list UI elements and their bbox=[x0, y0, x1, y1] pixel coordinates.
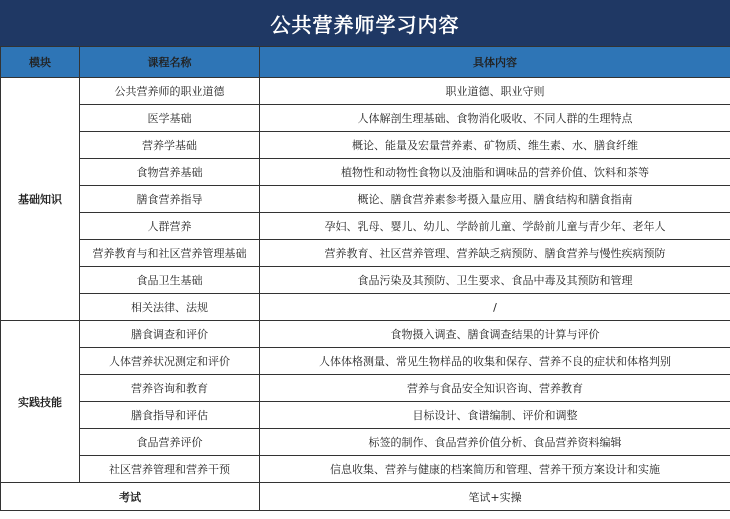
course-name-cell: 食品卫生基础 bbox=[80, 267, 260, 294]
table-row bbox=[1, 78, 730, 105]
course-name-cell: 营养咨询和教育 bbox=[80, 375, 260, 402]
content-cell: 人体解剖生理基础、食物消化吸收、不同人群的生理特点 bbox=[260, 105, 730, 132]
content-cell: 概论、能量及宏量营养素、矿物质、维生素、水、膳食纤维 bbox=[260, 132, 730, 159]
exam-content-cell: 笔试+实操 bbox=[260, 483, 730, 511]
header-content: 具体内容 bbox=[260, 47, 730, 78]
course-name-cell: 医学基础 bbox=[80, 105, 260, 132]
table-row bbox=[1, 105, 730, 132]
table-row bbox=[1, 213, 730, 240]
content-cell: 信息收集、营养与健康的档案简历和管理、营养干预方案设计和实施 bbox=[260, 456, 730, 483]
table-row bbox=[1, 240, 730, 267]
table-row bbox=[1, 159, 730, 186]
content-cell: / bbox=[260, 294, 730, 321]
exam-row bbox=[1, 483, 730, 511]
course-name-cell: 公共营养师的职业道德 bbox=[80, 78, 260, 105]
content-cell: 概论、膳食营养素参考摄入量应用、膳食结构和膳食指南 bbox=[260, 186, 730, 213]
table-row bbox=[1, 321, 730, 348]
course-name-cell: 食品营养评价 bbox=[80, 429, 260, 456]
course-name-cell: 相关法律、法规 bbox=[80, 294, 260, 321]
content-cell: 孕妇、乳母、婴儿、幼儿、学龄前儿童、学龄前儿童与青少年、老年人 bbox=[260, 213, 730, 240]
course-name-cell: 食物营养基础 bbox=[80, 159, 260, 186]
course-name-cell: 人体营养状况测定和评价 bbox=[80, 348, 260, 375]
module-cell: 基础知识 bbox=[1, 78, 80, 321]
course-name-cell: 社区营养管理和营养干预 bbox=[80, 456, 260, 483]
table-row bbox=[1, 456, 730, 483]
table-row bbox=[1, 375, 730, 402]
content-cell: 营养教育、社区营养管理、营养缺乏病预防、膳食营养与慢性疾病预防 bbox=[260, 240, 730, 267]
exam-label-cell: 考试 bbox=[1, 483, 260, 511]
table-row bbox=[1, 186, 730, 213]
content-cell: 食物摄入调查、膳食调查结果的计算与评价 bbox=[260, 321, 730, 348]
course-name-cell: 膳食调查和评价 bbox=[80, 321, 260, 348]
table-row bbox=[1, 267, 730, 294]
content-cell: 目标设计、食谱编制、评价和调整 bbox=[260, 402, 730, 429]
content-cell: 职业道德、职业守则 bbox=[260, 78, 730, 105]
table-row bbox=[1, 402, 730, 429]
table-row bbox=[1, 132, 730, 159]
content-cell: 人体体格测量、常见生物样品的收集和保存、营养不良的症状和体格判别 bbox=[260, 348, 730, 375]
course-name-cell: 膳食营养指导 bbox=[80, 186, 260, 213]
content-cell: 营养与食品安全知识咨询、营养教育 bbox=[260, 375, 730, 402]
header-module: 模块 bbox=[1, 47, 80, 78]
course-name-cell: 营养教育与和社区营养管理基础 bbox=[80, 240, 260, 267]
content-cell: 标签的制作、食品营养价值分析、食品营养资料编辑 bbox=[260, 429, 730, 456]
table-body bbox=[1, 78, 730, 511]
header-course: 课程名称 bbox=[80, 47, 260, 78]
course-name-cell: 人群营养 bbox=[80, 213, 260, 240]
module-cell: 实践技能 bbox=[1, 321, 80, 483]
table-row bbox=[1, 294, 730, 321]
course-name-cell: 营养学基础 bbox=[80, 132, 260, 159]
content-cell: 植物性和动物性食物以及油脂和调味品的营养价值、饮料和茶等 bbox=[260, 159, 730, 186]
course-name-cell: 膳食指导和评估 bbox=[80, 402, 260, 429]
table-row bbox=[1, 429, 730, 456]
table-row bbox=[1, 348, 730, 375]
table-header-row bbox=[1, 47, 730, 78]
page-title: 公共营养师学习内容 bbox=[0, 0, 730, 46]
course-table bbox=[0, 46, 730, 511]
content-cell: 食品污染及其预防、卫生要求、食品中毒及其预防和管理 bbox=[260, 267, 730, 294]
